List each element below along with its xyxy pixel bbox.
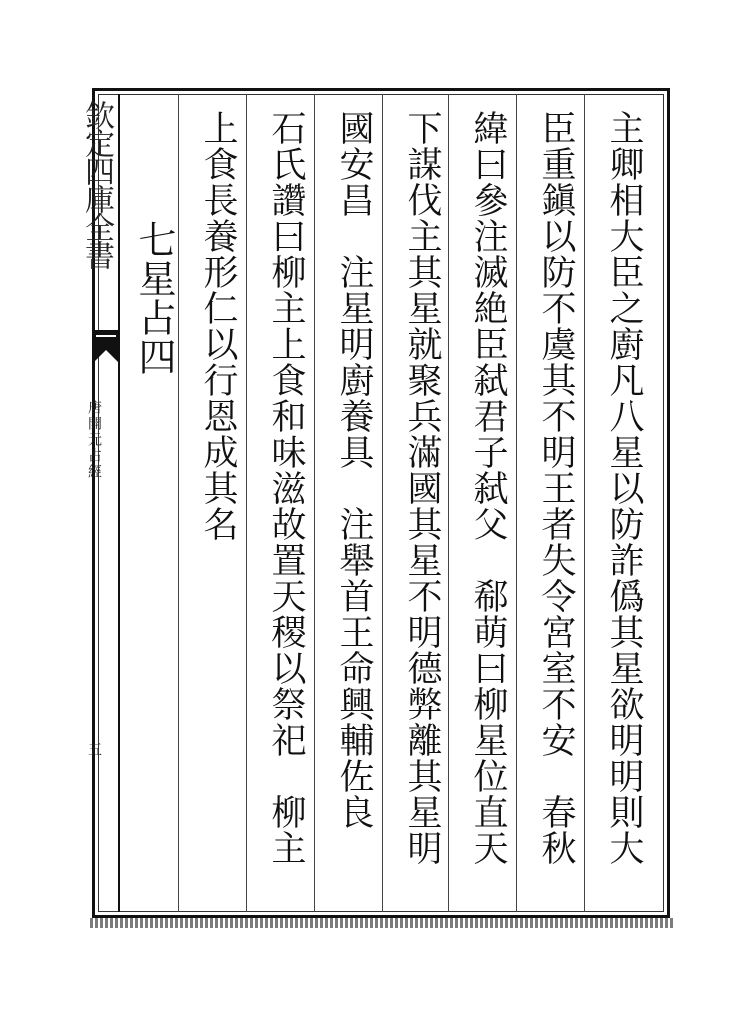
column-rule bbox=[314, 94, 315, 912]
text-column-5: 國安昌 注星明廚養具 注舉首王命興輔佐良 bbox=[334, 110, 374, 830]
page-number: 五 bbox=[86, 742, 102, 756]
text-column-1: 主卿相大臣之廚凡八星以防詐僞其星欲明明則大 bbox=[604, 110, 644, 866]
fishtail-mark-icon bbox=[92, 330, 120, 364]
column-rule bbox=[516, 94, 517, 912]
column-rule bbox=[382, 94, 383, 912]
text-column-7: 上食長養形仁以行恩成其名 bbox=[198, 110, 238, 542]
text-column-4: 下謀伐主其星就聚兵滿國其星不明德弊離其星明 bbox=[402, 110, 442, 866]
bottom-edge bbox=[90, 918, 674, 928]
column-rule bbox=[178, 94, 179, 912]
column-rule bbox=[584, 94, 585, 912]
column-rule bbox=[118, 94, 120, 912]
text-column-6: 石氏讚曰柳主上食和味滋故置天稷以祭祀 柳主 bbox=[266, 110, 306, 866]
column-rule bbox=[448, 94, 449, 912]
column-rule bbox=[246, 94, 247, 912]
book-name: 唐開元占經 bbox=[86, 400, 102, 480]
section-title: 七星占四 bbox=[132, 220, 176, 376]
collection-title: 欽定四庫全書 bbox=[79, 100, 114, 268]
text-column-2: 臣重鎭以防不虞其不明王者失令宮室不安 春秋 bbox=[536, 110, 576, 866]
text-column-3: 緯曰參注滅絶臣弑君子弑父 郗萌曰柳星位直天 bbox=[468, 110, 508, 866]
